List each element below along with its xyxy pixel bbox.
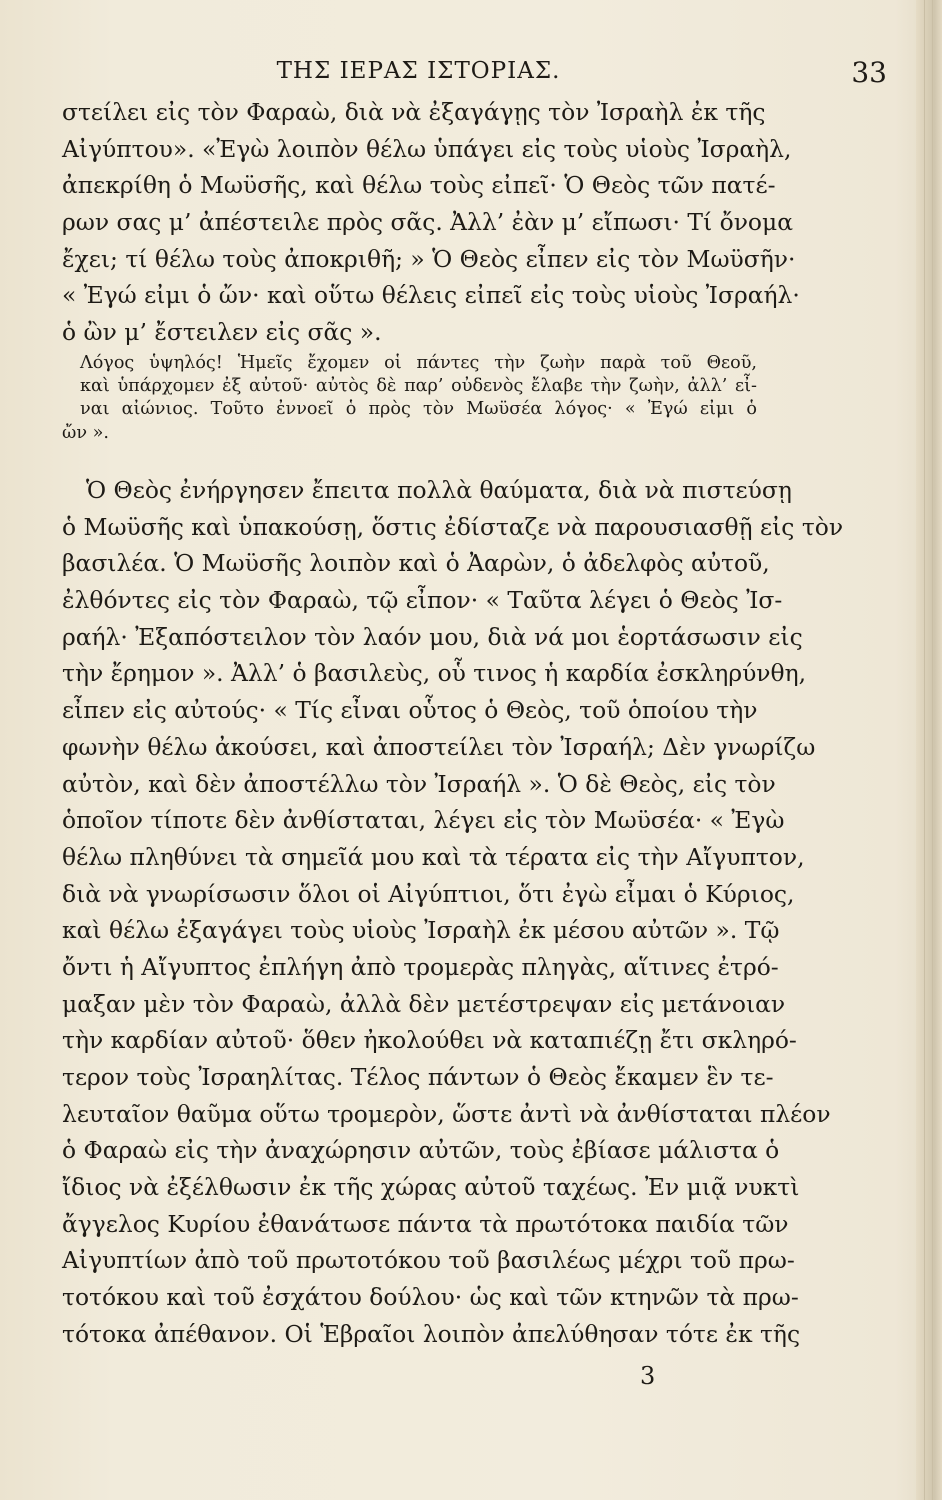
text-line: ἴδιος νὰ ἐξέλθωσιν ἐκ τῆς χώρας αὐτοῦ ταχέως. Ἐν μιᾷ νυκτὶ (62, 1173, 800, 1202)
text-line: τότοκα ἀπέθανον. Οἱ Ἑβραῖοι λοιπὸν ἀπελύθησαν τότε ἐκ τῆς (62, 1319, 801, 1348)
text-line: εἶπεν εἰς αὐτούς· « Τίς εἶναι οὗτος ὁ Θεὸς, τοῦ ὁποίου τὴν (62, 696, 758, 725)
text-line: ρων σας μ’ ἀπέστειλε πρὸς σᾶς. Ἀλλ’ ἐὰν μ’ εἴπωσι· Τί ὄνομα (62, 208, 794, 237)
text-line: τὴν καρδίαν αὐτοῦ· ὅθεν ἠκολούθει νὰ καταπιέζῃ ἔτι σκληρό- (62, 1026, 797, 1055)
text-line: καὶ θέλω ἐξαγάγει τοὺς υἱοὺς Ἰσραὴλ ἐκ μέσου αὐτῶν ». Τῷ (62, 916, 780, 945)
text-line: ὁ ὢν μ’ ἔστειλεν εἰς σᾶς ». (62, 318, 382, 347)
text-line: ὁ Μωϋσῆς καὶ ὑπακούσῃ, ὅστις ἐδίσταζε νὰ παρουσιασθῇ εἰς τὸν (62, 512, 844, 541)
paragraph-1 (62, 94, 800, 351)
text-line: ραήλ· Ἐξαπόστειλον τὸν λαόν μου, διὰ νά μοι ἑορτάσωσιν εἰς (62, 622, 803, 651)
text-line: « Ἐγώ εἰμι ὁ ὤν· καὶ οὕτω θέλεις εἰπεῖ εἰς τοὺς υἱοὺς Ἰσραήλ· (62, 281, 800, 310)
text-line: ὄντι ἡ Αἴγυπτος ἐπλήγη ἀπὸ τρομερὰς πληγὰς, αἵτινες ἐτρό- (62, 952, 779, 981)
text-line: ἀπεκρίθη ὁ Μωϋσῆς, καὶ θέλω τοὺς εἰπεῖ· Ὁ Θεὸς τῶν πατέ- (62, 171, 776, 200)
note-line: Λόγος ὑψηλός! Ἡμεῖς ἔχομεν οἱ πάντες τὴν ζωὴν παρὰ τοῦ Θεοῦ, (80, 353, 757, 373)
signature-mark: 3 (640, 1362, 656, 1390)
text-line: αὐτὸν, καὶ δὲν ἀποστέλλω τὸν Ἰσραήλ ». Ὁ δὲ Θεὸς, εἰς τὸν (62, 769, 776, 798)
page-edge (916, 0, 942, 1500)
text-line: θέλω πληθύνει τὰ σημεῖά μου καὶ τὰ τέρατα εἰς τὴν Αἴγυπτον, (62, 842, 805, 871)
footnote-block (62, 352, 757, 445)
text-line: ἄγγελος Κυρίου ἐθανάτωσε πάντα τὰ πρωτότοκα παιδία τῶν (62, 1209, 789, 1238)
page-header (70, 52, 887, 92)
text-line: διὰ νὰ γνωρίσωσιν ὅλοι οἱ Αἰγύπτιοι, ὅτι ἐγὼ εἶμαι ὁ Κύριος, (62, 879, 795, 908)
paragraph-2 (62, 472, 844, 1353)
text-line: Αἰγυπτίων ἀπὸ τοῦ πρωτοτόκου τοῦ βασιλέως μέχρι τοῦ πρω- (62, 1246, 795, 1275)
text-line: βασιλέα. Ὁ Μωϋσῆς λοιπὸν καὶ ὁ Ἀαρὼν, ὁ ἀδελφὸς αὐτοῦ, (62, 549, 770, 578)
note-line: ὤν ». (62, 422, 109, 443)
text-line: ὁποῖον τίποτε δὲν ἀνθίσταται, λέγει εἰς τὸν Μωϋσέα· « Ἐγὼ (62, 806, 785, 835)
text-line: φωνὴν θέλω ἀκούσει, καὶ ἀποστείλει τὸν Ἰσραήλ; Δὲν γνωρίζω (62, 732, 816, 761)
running-title: ΤΗΣ ΙΕΡΑΣ ΙΣΤΟΡΙΑΣ. (276, 58, 561, 84)
text-line: ἔχει; τί θέλω τοὺς ἀποκριθῆ; » Ὁ Θεὸς εἶπεν εἰς τὸν Μωϋσῆν· (62, 244, 796, 273)
text-line: τὴν ἔρημον ». Ἀλλ’ ὁ βασιλεὺς, οὗ τινος ἡ καρδία ἐσκληρύνθη, (62, 659, 807, 688)
text-line: ἐλθόντες εἰς τὸν Φαραὼ, τῷ εἶπον· « Ταῦτα λέγει ὁ Θεὸς Ἰσ- (62, 586, 783, 615)
note-line: καὶ ὑπάρχομεν ἐξ αὐτοῦ· αὐτὸς δὲ παρ’ οὐδενὸς ἔλαβε τὴν ζωὴν, ἀλλ’ εἶ- (80, 376, 757, 397)
text-line: μαξαν μὲν τὸν Φαραὼ, ἀλλὰ δὲν μετέστρεψαν εἰς μετάνοιαν (62, 989, 786, 1018)
text-line: στείλει εἰς τὸν Φαραὼ, διὰ νὰ ἐξαγάγῃς τὸν Ἰσραὴλ ἐκ τῆς (62, 98, 766, 126)
text-line: Ὁ Θεὸς ἐνήργησεν ἔπειτα πολλὰ θαύματα, διὰ νὰ πιστεύσῃ (86, 476, 792, 504)
text-line: τερον τοὺς Ἰσραηλίτας. Τέλος πάντων ὁ Θεὸς ἔκαμεν ἓν τε- (62, 1063, 774, 1091)
note-line: ναι αἰώνιος. Τοῦτο ἐννοεῖ ὁ πρὸς τὸν Μωϋσέα λόγος· « Ἐγώ εἰμι ὁ (80, 399, 757, 420)
text-line: τοτόκου καὶ τοῦ ἐσχάτου δούλου· ὡς καὶ τῶν κτηνῶν τὰ πρω- (62, 1283, 799, 1312)
text-line: ὁ Φαραὼ εἰς τὴν ἀναχώρησιν αὐτῶν, τοὺς ἐβίασε μάλιστα ὁ (62, 1136, 780, 1165)
page-number: 33 (851, 56, 887, 89)
text-line: Αἰγύπτου». «Ἐγὼ λοιπὸν θέλω ὑπάγει εἰς τοὺς υἱοὺς Ἰσραὴλ, (62, 134, 792, 163)
text-line: λευταῖον θαῦμα οὕτω τρομερὸν, ὥστε ἀντὶ νὰ ἀνθίσταται πλέον (62, 1099, 831, 1128)
